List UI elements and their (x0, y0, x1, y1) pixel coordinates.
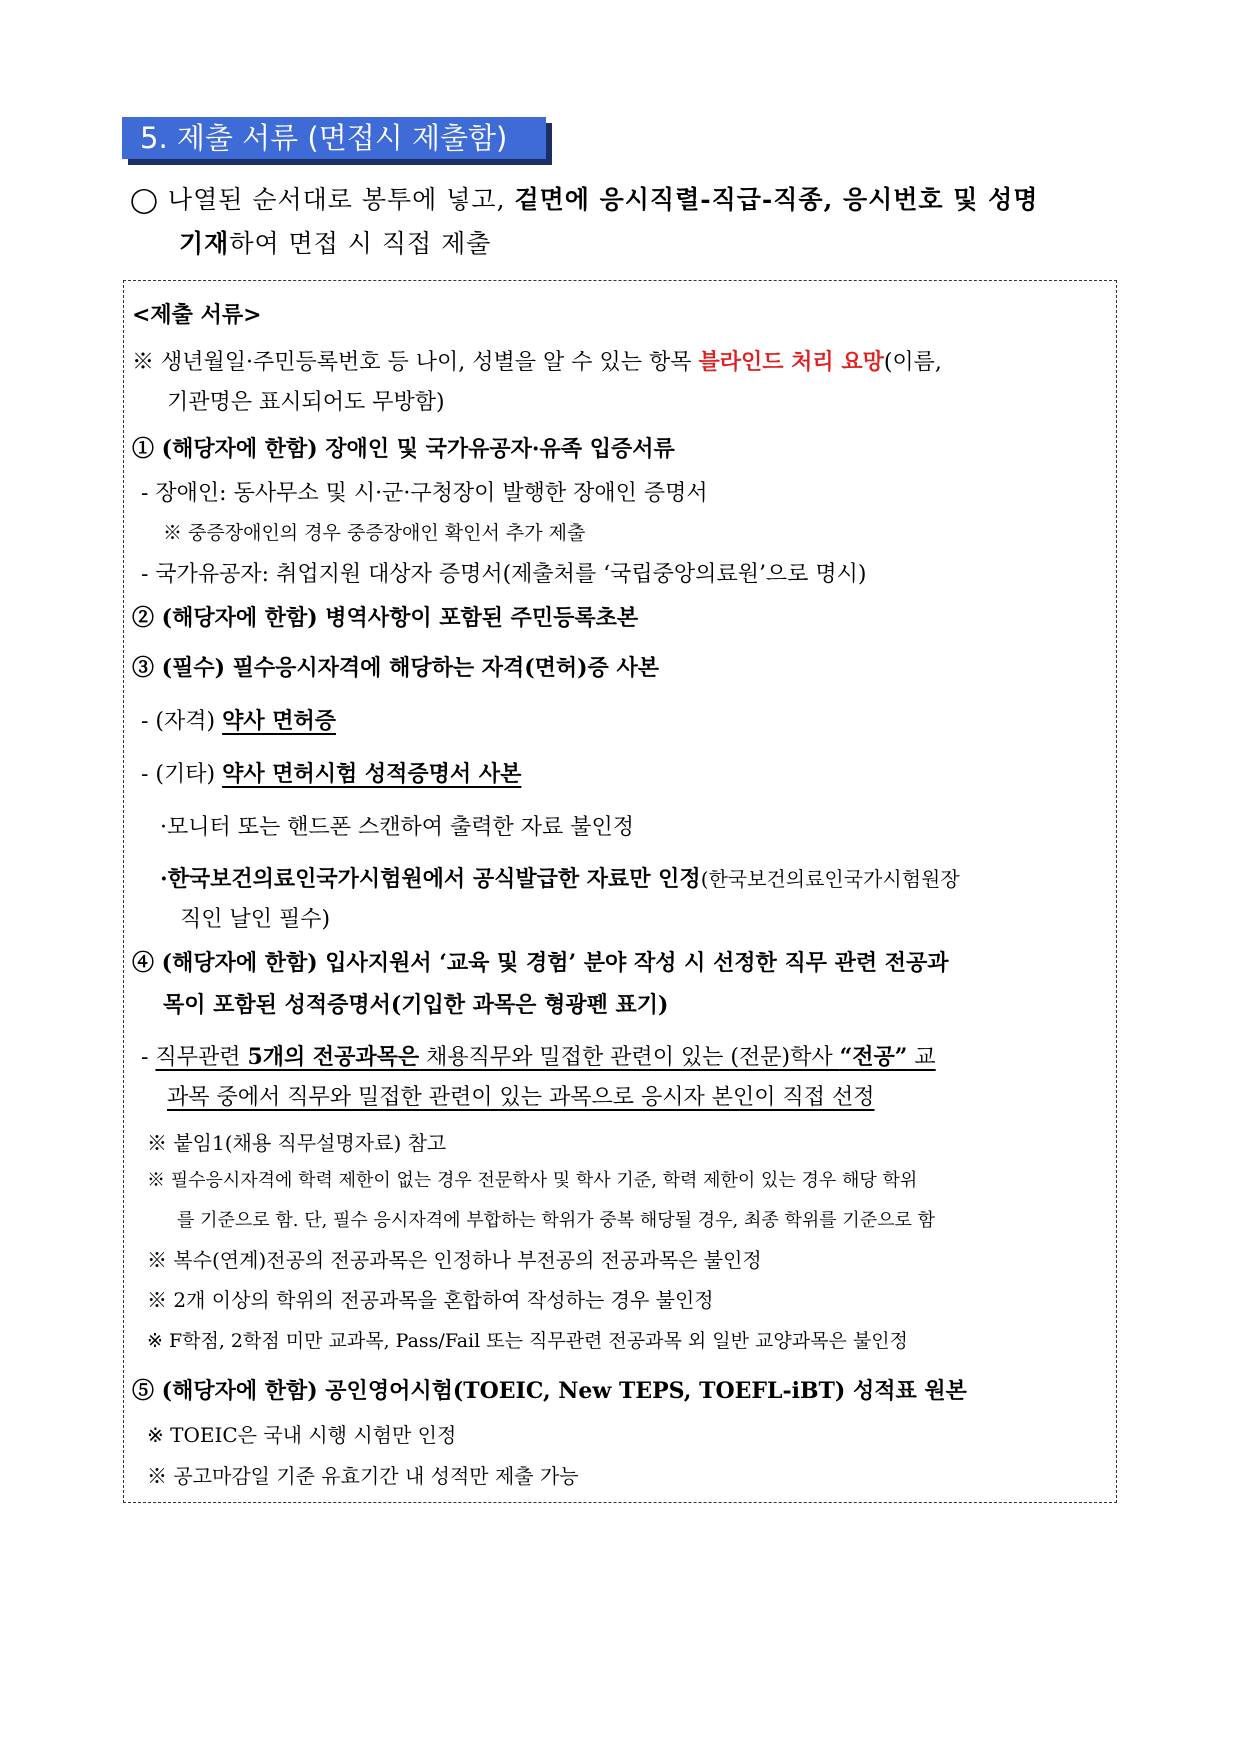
intro-line-1 (130, 178, 1120, 222)
item-4: ④ (해당자에 한함) 입사지원서 ‘교육 및 경험’ 분야 작성 시 선정한 직무 관련 전공과 (132, 950, 949, 976)
intro-text: ◯ 나열된 순서대로 봉투에 넣고, (130, 185, 515, 214)
item-3-official: ·한국보건의료인국가시험원에서 공식발급한 자료만 인정(한국보건의료인국가시험원장 (160, 866, 960, 892)
item-4-major-cont: 과목 중에서 직무와 밀접한 관련이 있는 과목으로 응시자 본인이 직접 선정 (167, 1085, 875, 1110)
intro-paragraph (130, 178, 1120, 266)
note-2-cont: 를 기준으로 함. 단, 필수 응시자격에 부합하는 학위가 중복 해당될 경우, 최종 학위를 기준으로 함 (177, 1210, 936, 1231)
item-1: ① (해당자에 한함) 장애인 및 국가유공자·유족 입증서류 (132, 436, 675, 462)
item-3-scan-note: ·모니터 또는 핸드폰 스캔하여 출력한 자료 불인정 (160, 815, 634, 840)
license-underlined: 약사 면허증 (222, 708, 337, 734)
section-title (122, 117, 552, 165)
note-4: ※ 2개 이상의 학위의 전공과목을 혼합하여 작성하는 경우 불인정 (147, 1288, 714, 1312)
item-5-note-2: ※ 공고마감일 기준 유효기간 내 성적만 제출 가능 (147, 1464, 579, 1488)
item-3-official-cont: 직인 날인 필수) (180, 907, 331, 932)
box-heading: <제출 서류> (132, 302, 262, 328)
intro-bold: 겉면에 응시직렬-직급-직종, 응시번호 및 성명 (514, 185, 1039, 214)
transcript-underlined: 약사 면허시험 성적증명서 사본 (222, 761, 522, 787)
intro-text-2: 하여 면접 시 직접 제출 (229, 229, 492, 258)
item-1-disabled: - 장애인: 동사무소 및 시·군·구청장이 발행한 장애인 증명서 (141, 481, 708, 506)
item-3-other: - (기타) 약사 면허시험 성적증명서 사본 (141, 761, 522, 787)
blind-red-text: 블라인드 처리 요망 (698, 349, 884, 375)
note-5: ※ F학점, 2학점 미만 교과목, Pass/Fail 또는 직무관련 전공과목 외 일반 교양과목은 불인정 (147, 1330, 908, 1352)
item-4-major-underlined: 직무관련 5개의 전공과목은 채용직무와 밀접한 관련이 있는 (전문)학사 “전공” 교 (155, 1044, 936, 1070)
intro-line-2 (130, 222, 1120, 266)
note-1: ※ 붙임1(채용 직무설명자료) 참고 (147, 1131, 447, 1155)
item-5-note-1: ※ TOEIC은 국내 시행 시험만 인정 (147, 1423, 457, 1447)
note-2: ※ 필수응시자격에 학력 제한이 없는 경우 전문학사 및 학사 기준, 학력 제한이 있는 경우 해당 학위 (147, 1170, 918, 1191)
item-2: ② (해당자에 한함) 병역사항이 포함된 주민등록초본 (132, 605, 639, 631)
item-5: ⑤ (해당자에 한함) 공인영어시험(TOEIC, New TEPS, TOEFL-iBT) 성적표 원본 (132, 1378, 967, 1404)
blind-note-cont: 기관명은 표시되어도 무방함) (167, 390, 445, 415)
blind-note: ※ 생년월일·주민등록번호 등 나이, 성별을 알 수 있는 항목 블라인드 처리 요망(이름, (132, 349, 942, 375)
intro-bold-2: 기재 (179, 229, 230, 258)
item-4-major: - 직무관련 5개의 전공과목은 채용직무와 밀접한 관련이 있는 (전문)학사 “전공” 교 (141, 1044, 936, 1070)
item-1-veteran: - 국가유공자: 취업지원 대상자 증명서(제출처를 ‘국립중앙의료원’으로 명시) (141, 562, 867, 587)
note-3: ※ 복수(연계)전공의 전공과목은 인정하나 부전공의 전공과목은 불인정 (147, 1248, 762, 1272)
item-4-cont: 목이 포함된 성적증명서(기입한 과목은 형광펜 표기) (163, 992, 669, 1018)
section-title-text: 5. 제출 서류 (면접시 제출함) (122, 117, 546, 159)
item-3: ③ (필수) 필수응시자격에 해당하는 자격(면허)증 사본 (132, 655, 659, 681)
item-3-license: - (자격) 약사 면허증 (141, 708, 337, 734)
item-1-note: ※ 중증장애인의 경우 중증장애인 확인서 추가 제출 (163, 522, 586, 544)
